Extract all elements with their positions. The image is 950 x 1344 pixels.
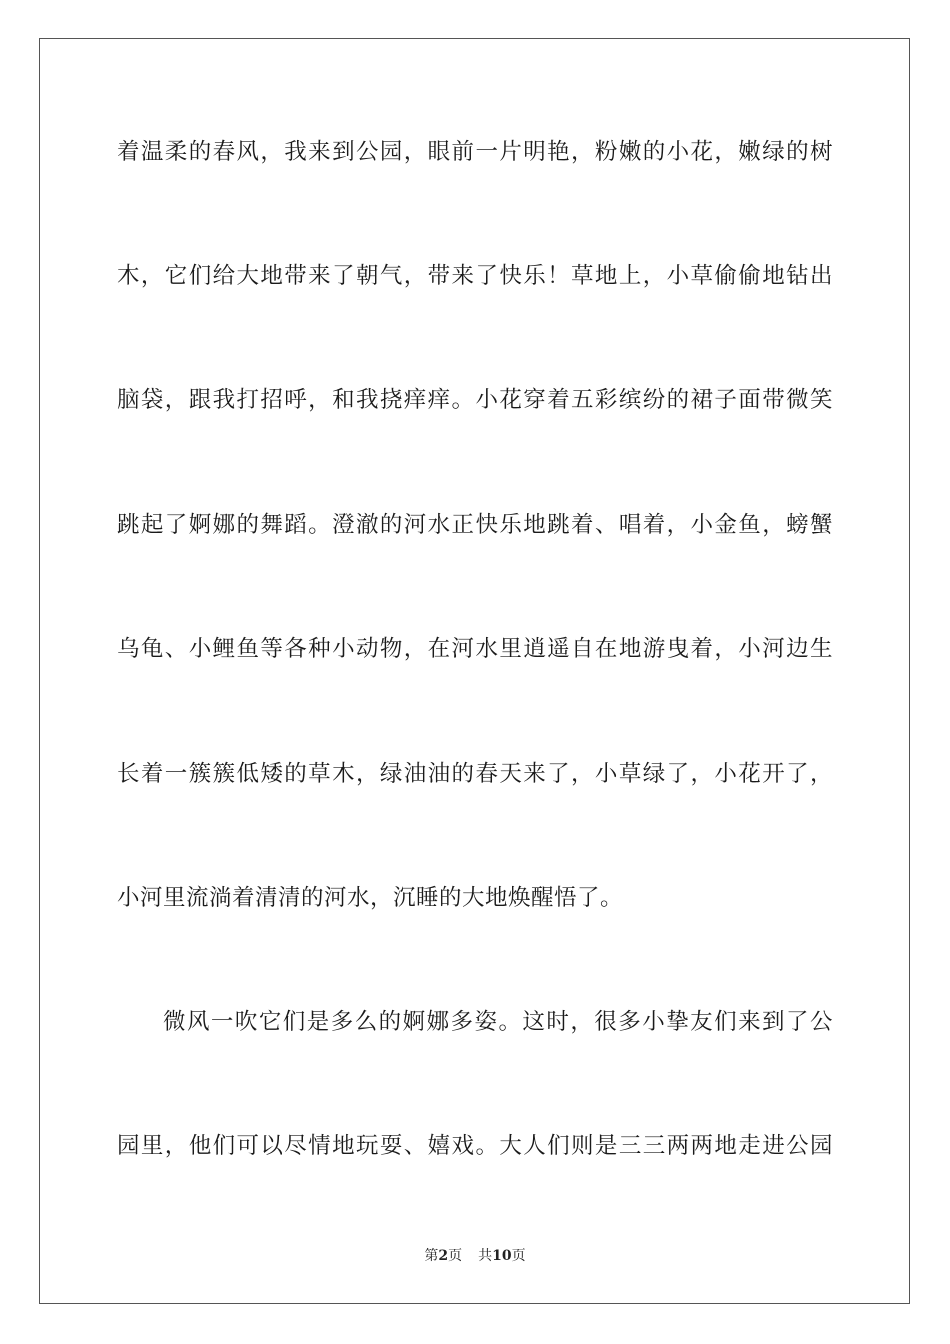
text-line-7: 小河里流淌着清清的河水，沉睡的大地焕醒悟了。 <box>117 885 624 911</box>
text-line-5: 乌龟、小鲤鱼等各种小动物，在河水里逍遥自在地游曳着，小河边生 <box>117 636 833 662</box>
total-prefix: 共 <box>478 1248 493 1264</box>
text-line-3: 脑袋，跟我打招呼，和我挠痒痒。小花穿着五彩缤纷的裙子面带微笑 <box>117 387 833 413</box>
text-line-1: 着温柔的春风，我来到公园，眼前一片明艳，粉嫩的小花，嫩绿的树 <box>117 139 833 165</box>
text-line-9: 园里，他们可以尽情地玩耍、嬉戏。大人们则是三三两两地走进公园 <box>117 1133 833 1159</box>
text-line-2: 木，它们给大地带来了朝气，带来了快乐！草地上，小草偷偷地钻出 <box>117 263 833 289</box>
page-number: 2 <box>438 1248 449 1264</box>
total-pages: 10 <box>492 1248 512 1264</box>
page-suffix: 页 <box>448 1248 463 1264</box>
text-line-4: 跳起了婀娜的舞蹈。澄澈的河水正快乐地跳着、唱着，小金鱼，螃蟹 <box>117 512 833 538</box>
text-line-6: 长着一簇簇低矮的草木，绿油油的春天来了，小草绿了，小花开了， <box>117 761 833 787</box>
page-footer <box>0 1246 950 1266</box>
page-border <box>39 38 910 1304</box>
page-prefix: 第 <box>424 1248 439 1264</box>
text-line-8: 微风一吹它们是多么的婀娜多姿。这时，很多小挚友们来到了公 <box>163 1009 833 1035</box>
total-suffix: 页 <box>511 1248 526 1264</box>
